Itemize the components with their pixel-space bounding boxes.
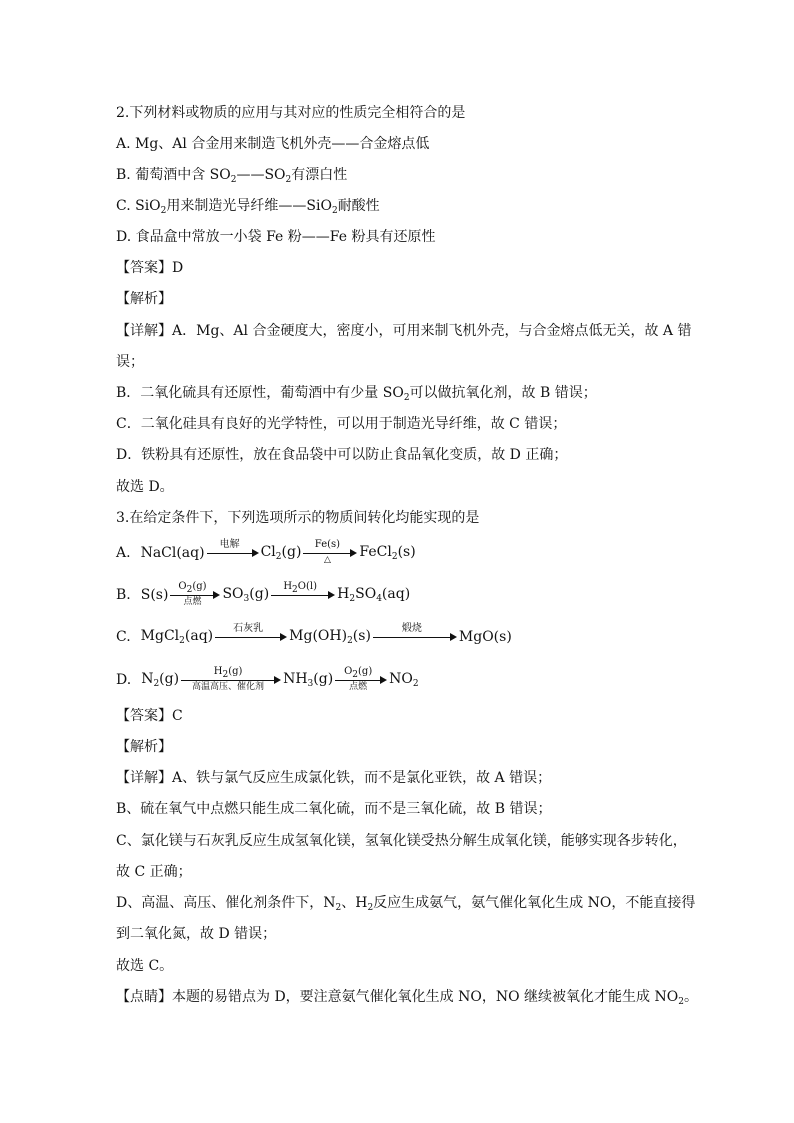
text: 耐酸性 [337,198,380,214]
reaction-arrow [207,540,259,566]
reaction-arrow [303,540,357,566]
q3-option-d [116,667,419,693]
reaction-arrow [170,582,220,608]
subscript: 2 [678,997,684,1007]
text: 用来制造光导纤维——SiO [166,198,332,214]
text: H [213,666,223,677]
text: NH [283,671,308,687]
subscript: 2 [285,175,292,185]
arrow-condition-top [181,666,275,681]
text: 有漂白性 [291,167,348,183]
text: SO [355,586,377,602]
q2-detail-b [116,383,684,408]
species: S(s) [140,587,169,603]
text: 反应生成氨气，氨气催化氧化生成 NO，不能直接得 [373,895,696,911]
subscript: 2 [335,903,342,913]
reaction-arrow [215,624,287,650]
subscript: 4 [376,594,382,604]
q2-stem: 2.下列材料或物质的应用与其对应的性质完全相符合的是 [116,105,466,121]
text: O [344,666,353,677]
option-label: C. [116,629,131,645]
subscript: 2 [367,903,374,913]
arrow-condition-top: 煅烧 [401,623,422,634]
subscript: 2 [331,206,338,216]
arrow-condition-top: 电解 [219,539,240,550]
text: D、高温、高压、催化剂条件下，N [116,895,336,911]
q2-option-c [116,196,684,221]
subscript: 2 [347,636,353,646]
text: (g) [228,666,243,677]
arrow-condition-bottom: △ [323,555,331,565]
subscript: 2 [352,670,359,680]
text: FeCl [359,544,392,560]
text: O [178,581,187,592]
arrow-condition-top: 石灰乳 [233,623,264,634]
q3-detail-c-cont: 故 C 正确； [116,864,192,880]
subscript: 3 [307,679,314,689]
subscript: 2 [230,175,237,185]
arrow-condition-top [335,666,381,681]
species [141,671,179,689]
subscript: 2 [160,206,167,216]
reaction-arrow [271,582,335,608]
q3-option-a [116,540,416,566]
text: (aq) [381,586,411,602]
species [261,544,302,562]
q3-detail-a: 【详解】A、铁与氯气反应生成氯化铁，而不是氯化亚铁，故 A 错误； [116,770,552,786]
q3-tip [116,987,698,1012]
subscript: 2 [186,585,193,595]
text: MgCl [140,628,180,644]
text: H [283,581,293,592]
text: B. 葡萄酒中含 SO [116,167,231,183]
subscript: 2 [292,585,298,595]
subscript: 2 [412,679,419,689]
species [359,544,415,562]
subscript: 2 [222,670,229,680]
text: 。 [683,989,698,1005]
subscript: 2 [391,552,398,562]
text: O(l) [297,581,317,592]
q3-detail-c: C、氯化镁与石灰乳反应生成氢氧化镁，氢氧化镁受热分解生成氧化镁，能够实现各步转化， [116,833,687,849]
reaction-arrow [335,667,387,693]
q3-answer: 【答案】C [116,708,183,724]
subscript: 2 [153,679,160,689]
text: (g) [313,671,334,687]
subscript: 2 [275,552,282,562]
q2-option-b [116,165,684,190]
text: 、H [341,895,368,911]
arrow-condition-top [170,581,214,596]
q2-option-d: D. 食品盒中常放一小袋 Fe 粉——Fe 粉具有还原性 [116,229,436,245]
text: (g) [192,581,207,592]
option-label: D. [116,672,132,688]
species [289,628,371,646]
q2-detail-d: D．铁粉具有还原性，放在食品袋中可以防止食品氧化变质，故 D 正确； [116,447,568,463]
reaction-arrow [181,667,281,693]
species [337,586,410,604]
q2-analysis-heading: 【解析】 [116,291,172,307]
q2-detail-a-cont: 误； [116,354,144,370]
text: (g) [159,671,180,687]
species: NaCl(aq) [140,545,205,561]
text: (aq) [184,628,214,644]
q3-analysis-heading: 【解析】 [116,739,172,755]
text: (s) [397,544,416,560]
text: Cl [260,544,276,560]
species: MgO(s) [458,629,512,645]
reaction-arrow [373,624,457,650]
q3-detail-d [116,893,696,918]
text: Mg(OH) [289,628,348,644]
q3-option-b [116,582,410,608]
text: NO [389,671,413,687]
text: (g) [249,586,270,602]
arrow-condition-bottom: 点燃 [183,597,202,607]
arrow-condition-bottom: 点燃 [349,682,368,692]
q3-stem: 3.在给定条件下，下列选项所示的物质间转化均能实现的是 [116,510,480,526]
q3-detail-d-cont: 到二氧化氮，故 D 错误； [116,926,277,942]
arrow-condition-bottom: 高温高压、催化剂 [192,682,265,692]
arrow-condition-top [271,581,329,596]
species [141,628,213,646]
text: 【点睛】本题的易错点为 D，要注意氨气催化氧化生成 NO，NO 继续被氧化才能生成 NO [116,989,679,1005]
text: C. SiO [116,198,161,214]
text: N [141,671,154,687]
subscript: 2 [349,594,356,604]
species [283,671,333,689]
subscript: 2 [403,393,410,403]
q2-option-a: A. Mg、Al 合金用来制造飞机外壳——合金熔点低 [116,136,430,152]
q3-detail-b: B、硫在氧气中点燃只能生成二氧化硫，而不是三氧化硫，故 B 错误； [116,801,552,817]
q2-conclusion: 故选 D。 [116,479,174,495]
text: (g) [358,666,373,677]
text: 可以做抗氧化剂，故 B 错误； [409,385,597,401]
q3-conclusion: 故选 C。 [116,958,174,974]
text: H [337,586,350,602]
text: (s) [352,628,371,644]
species [222,586,269,604]
subscript: 2 [179,636,185,646]
text: B．二氧化硫具有还原性，葡萄酒中有少量 SO [116,385,404,401]
subscript: 3 [243,594,250,604]
q3-option-c [116,624,512,650]
text: (g) [281,544,302,560]
option-label: A. [116,545,131,561]
species [389,671,418,689]
text: ——SO [236,167,286,183]
option-label: B. [116,587,131,603]
q2-detail-c: C．二氧化硅具有良好的光学特性，可以用于制造光导纤维，故 C 错误； [116,416,567,432]
text: SO [222,586,244,602]
q2-answer: 【答案】D [116,260,184,276]
q2-detail-a: 【详解】A．Mg、Al 合金硬度大，密度小，可用来制飞机外壳，与合金熔点低无关，故 A 错 [116,323,692,339]
arrow-condition-top: Fe(s) [314,539,341,550]
